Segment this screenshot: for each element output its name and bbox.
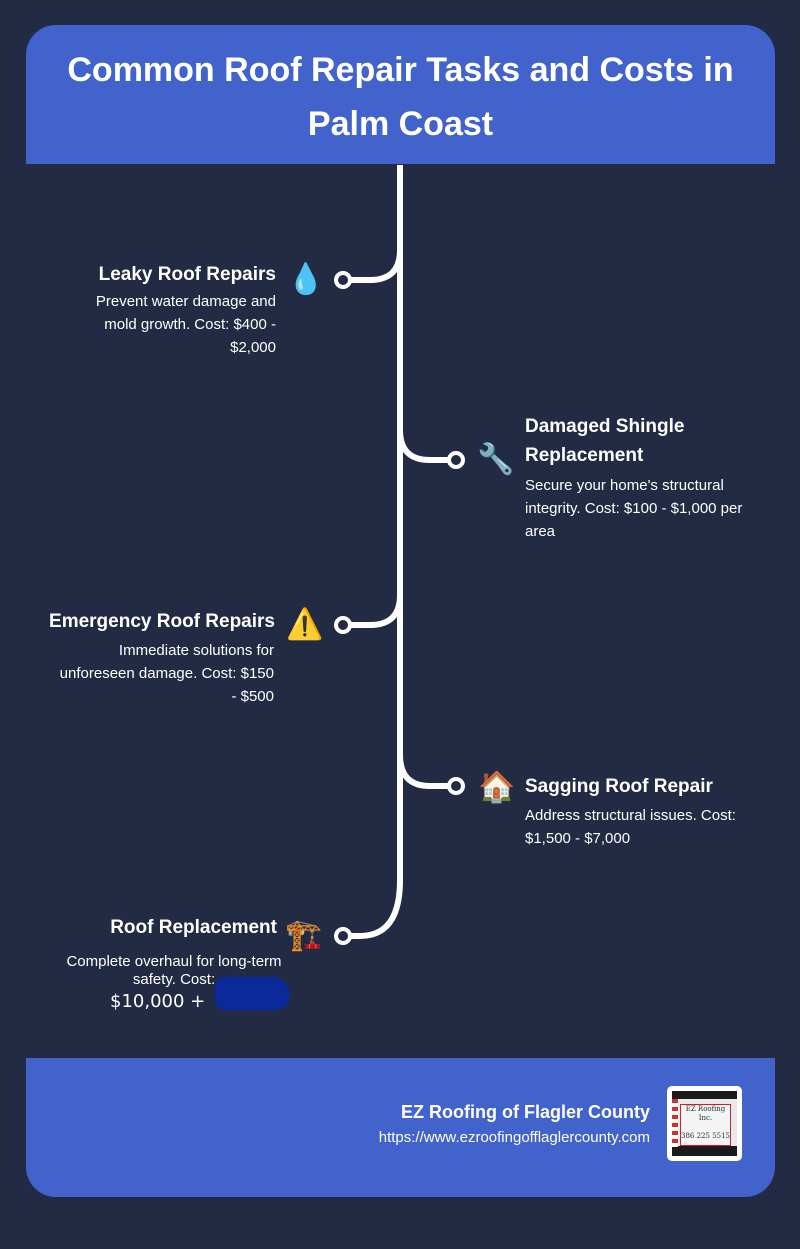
item-title-shingle: Damaged Shingle Replacement	[525, 416, 685, 466]
node-replacement	[336, 929, 350, 943]
item-title-sagging: Sagging Roof Repair	[525, 776, 713, 797]
warning-icon: ⚠️	[286, 608, 324, 641]
connector-replacement	[343, 880, 400, 936]
page-title: Common Roof Repair Tasks and Costs in Palm Coast	[67, 51, 734, 143]
node-shingle	[449, 453, 463, 467]
company-name: EZ Roofing of Flagler County	[401, 1102, 650, 1122]
item-cost-replacement: $10,000 +	[110, 991, 206, 1012]
item-title-emergency: Emergency Roof Repairs	[49, 611, 275, 632]
house-icon: 🏠	[478, 771, 516, 804]
item-desc-sagging: Address structural issues. Cost: $1,500 - $7,000	[525, 807, 736, 847]
logo-wordmark: EZ Roofing Inc. 386 225 5515	[680, 1104, 731, 1146]
water-droplet-icon: 💧	[287, 263, 325, 296]
item-desc-emergency: Immediate solutions for unforeseen damage. Cost: $150 - $500	[59, 642, 274, 705]
crane-icon: 🏗️	[285, 919, 323, 952]
node-sagging	[449, 779, 463, 793]
item-desc-replacement: Complete overhaul for long-term safety. Cost:	[66, 953, 282, 988]
connector-sagging	[400, 755, 456, 786]
item-desc-shingle: Secure your home's structural integrity. Cost: $100 - $1,000 per area	[525, 477, 743, 540]
item-title-leaky-roof: Leaky Roof Repairs	[98, 264, 276, 285]
node-leaky-roof	[336, 273, 350, 287]
item-title-replacement: Roof Replacement	[110, 917, 277, 938]
connector-leaky-roof	[343, 250, 400, 280]
item-desc-leaky-roof: Prevent water damage and mold growth. Cost: $400 - $2,000	[95, 293, 276, 356]
wrench-icon: 🔧	[477, 443, 515, 476]
connector-shingle	[400, 430, 456, 460]
node-emergency	[336, 618, 350, 632]
connector-emergency	[343, 595, 400, 625]
company-url[interactable]: https://www.ezroofingofflaglercounty.com	[378, 1129, 650, 1146]
